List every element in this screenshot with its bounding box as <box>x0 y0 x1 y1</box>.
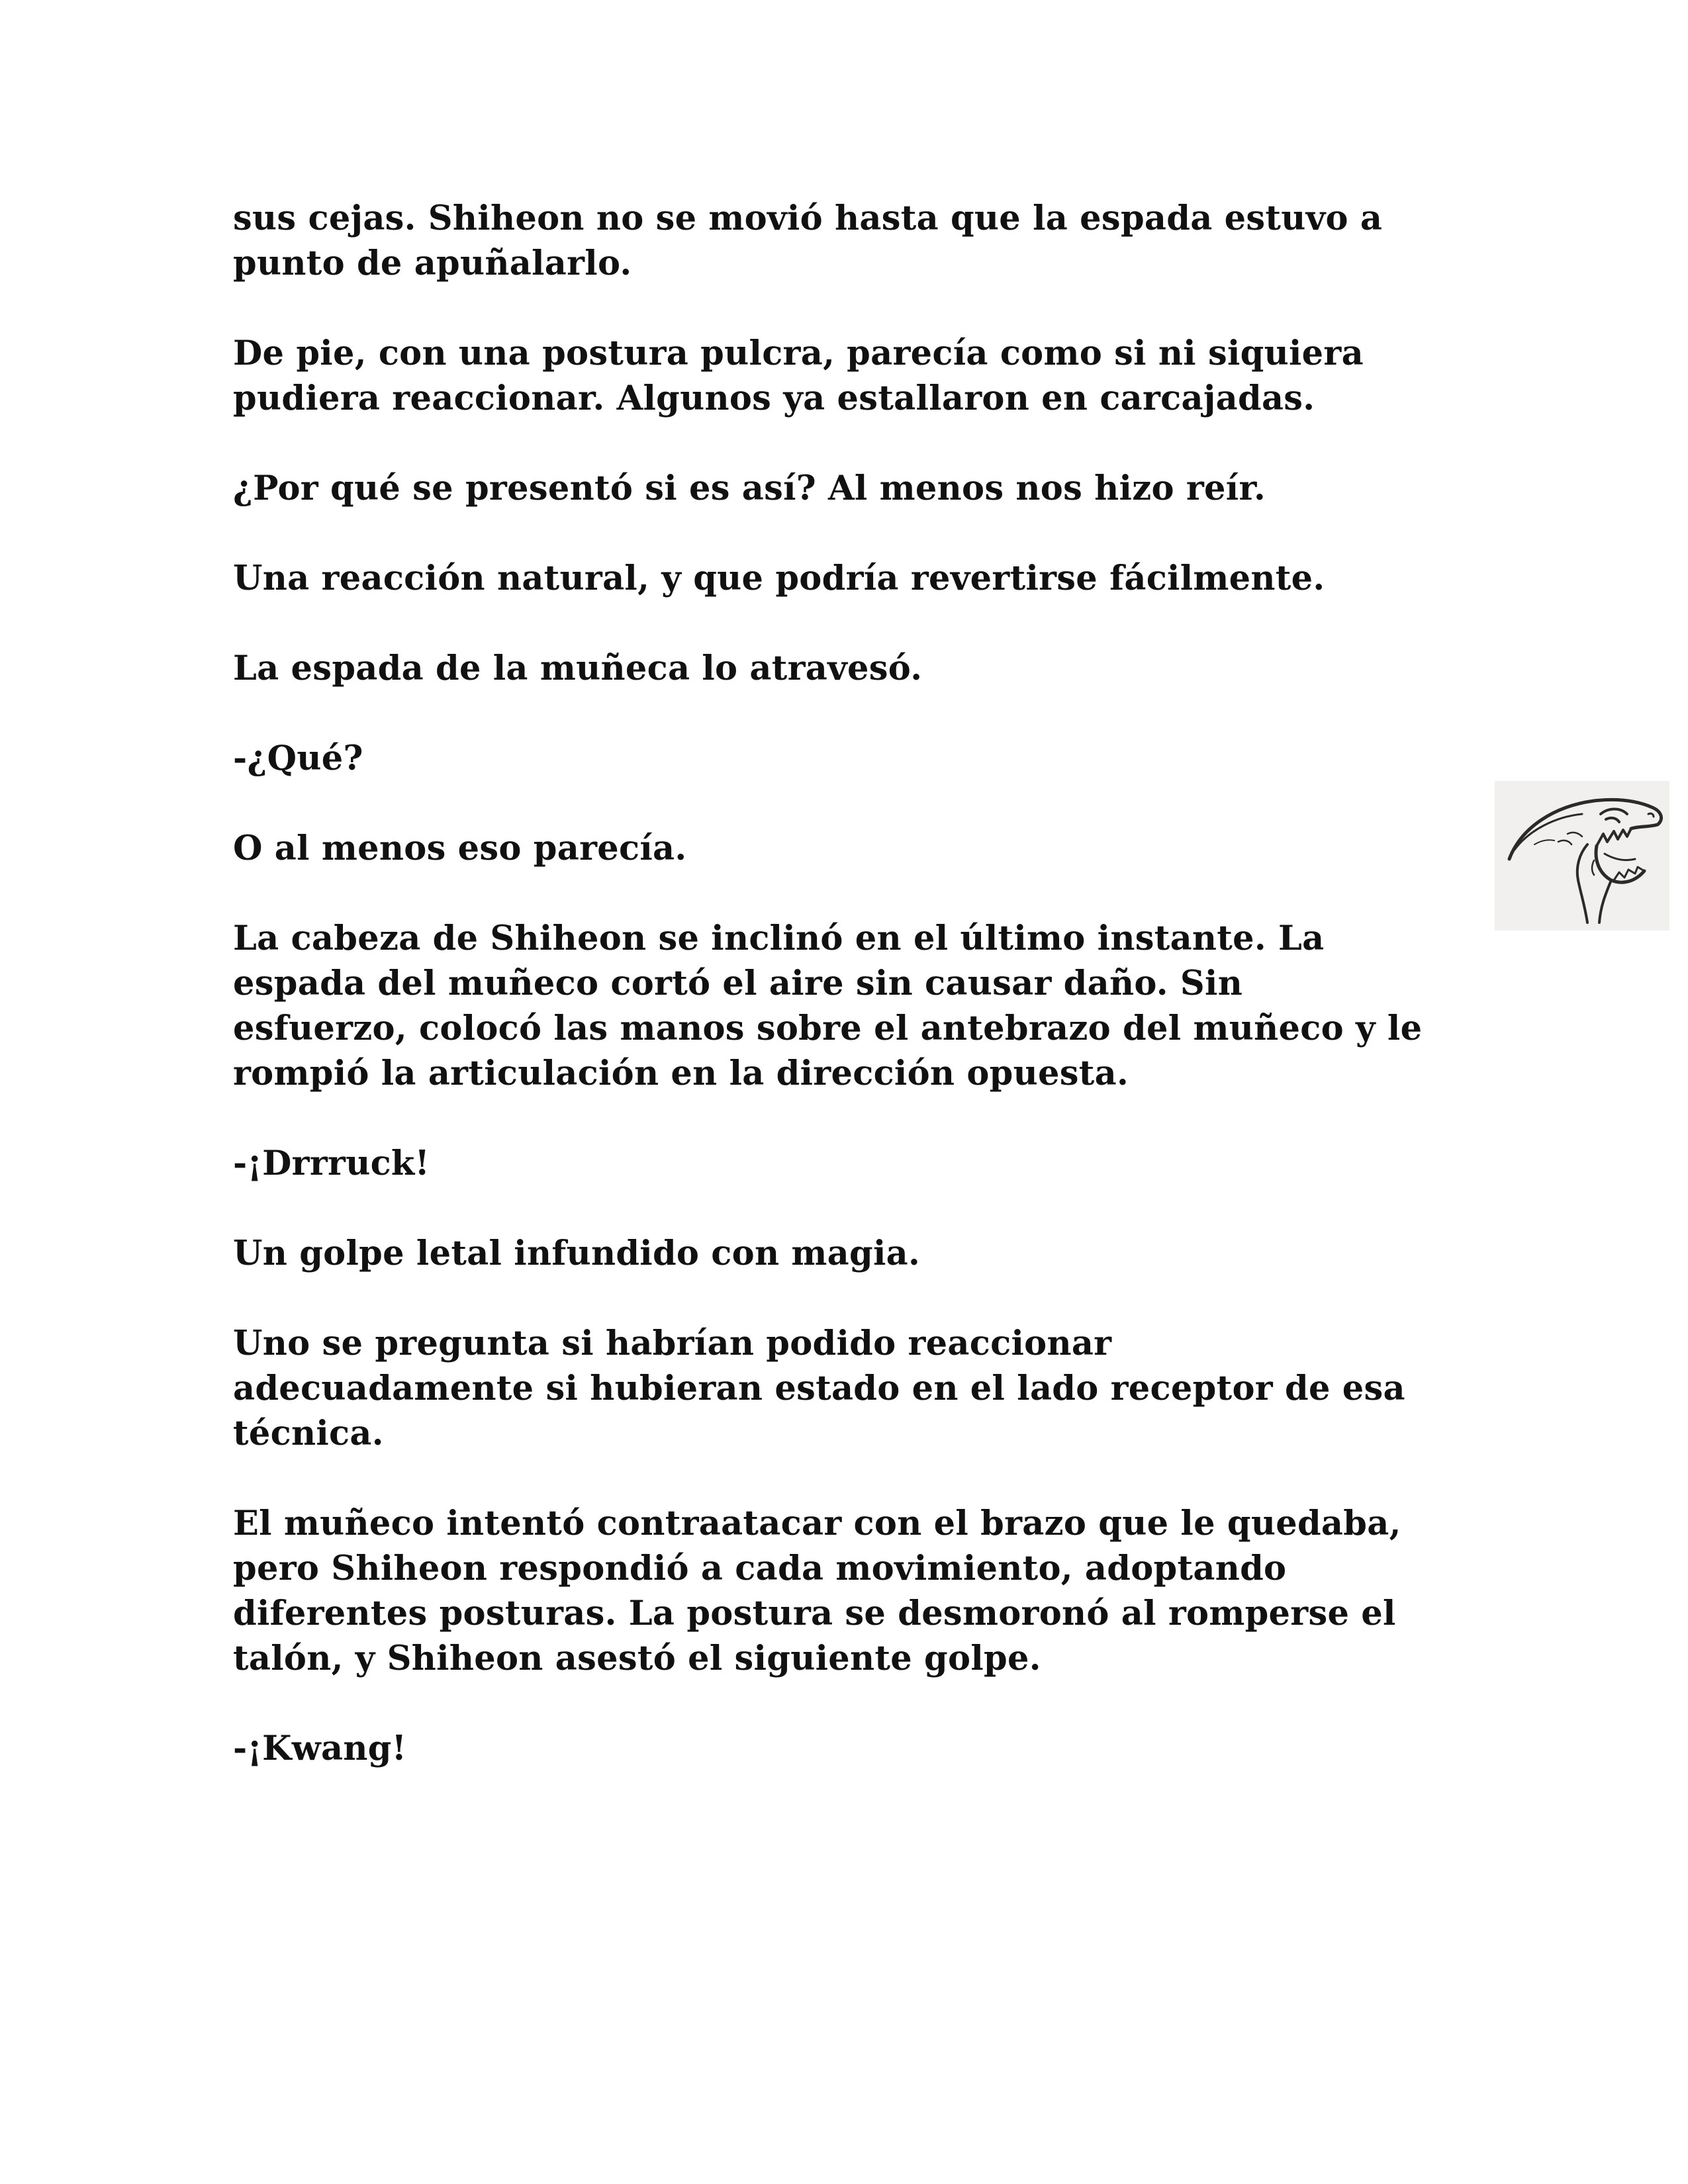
paragraph: -¡Kwang! <box>233 1729 407 1768</box>
paragraph: El muñeco intentó contraatacar con el brazo que le quedaba, pero Shiheon respondió a cada movimiento, adoptando diferentes posturas. La postura se desmoronó al romperse el talón, y Shiheon asestó el siguiente golpe. <box>233 1504 1401 1678</box>
paragraph: Un golpe letal infundido con magia. <box>233 1234 921 1273</box>
paragraph: La espada de la muñeca lo atravesó. <box>233 649 923 688</box>
paragraph: O al menos eso parecía. <box>233 829 687 868</box>
paragraph: Uno se pregunta si habrían podido reaccionar adecuadamente si hubieran estado en el lado receptor de esa técnica. <box>233 1324 1405 1453</box>
paragraph: sus cejas. Shiheon no se movió hasta que la espada estuvo a punto de apuñalarlo. <box>233 199 1383 283</box>
paragraph: -¡Drrruck! <box>233 1144 430 1183</box>
paragraph: La cabeza de Shiheon se inclinó en el último instante. La espada del muñeco cortó el aire sin causar daño. Sin esfuerzo, colocó las manos sobre el antebrazo del muñeco y le rompió la articulación en la dirección opuesta. <box>233 919 1423 1093</box>
paragraph: -¿Qué? <box>233 739 363 778</box>
paragraph: ¿Por qué se presentó si es así? Al menos nos hizo reír. <box>233 469 1266 508</box>
paragraph: De pie, con una postura pulcra, parecía como si ni siquiera pudiera reaccionar. Algunos ya estallaron en carcajadas. <box>233 334 1364 418</box>
body-text <box>233 196 1477 1816</box>
dinosaur-head-sketch-icon <box>1495 781 1669 931</box>
paragraph: Una reacción natural, y que podría revertirse fácilmente. <box>233 559 1325 598</box>
